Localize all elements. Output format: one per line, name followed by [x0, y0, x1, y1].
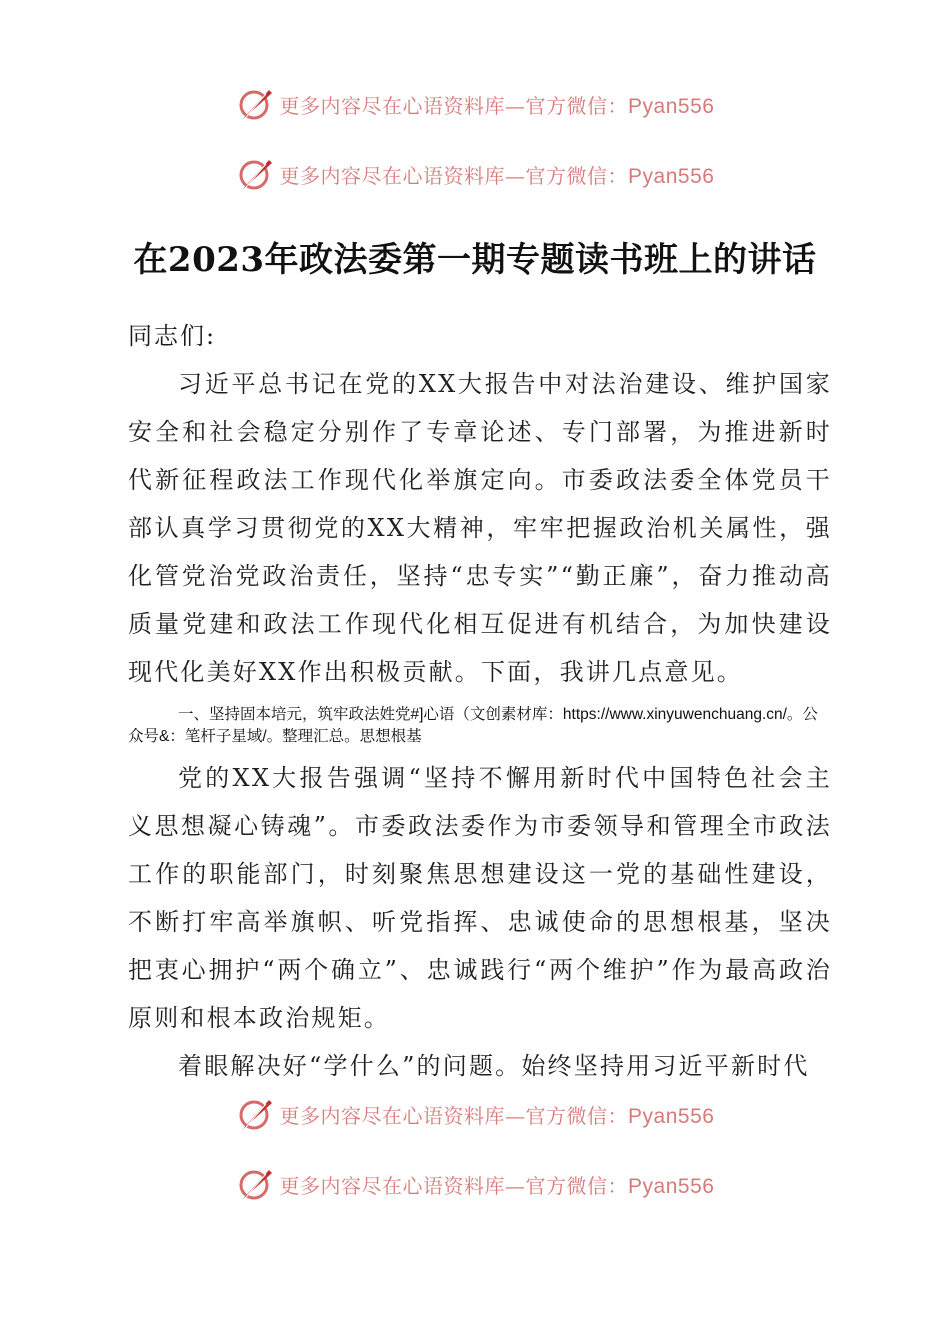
document-title: 在2023年政法委第一期专题读书班上的讲话 [133, 240, 817, 280]
watermark-text: 更多内容尽在心语资料库—官方微信：Pyan556 [279, 1103, 715, 1128]
watermark-banner-bottom-1 [0, 1092, 950, 1136]
quill-pen-logo-icon [236, 84, 276, 124]
greeting: 同志们: [128, 322, 217, 350]
quill-pen-logo-icon [236, 1164, 276, 1204]
watermark-text: 更多内容尽在心语资料库—官方微信：Pyan556 [279, 1173, 715, 1198]
paragraph: 党的XX大报告强调“坚持不懈用新时代中国特色社会主义思想凝心铸魂”。市委政法委作为市委领导和管理全市政法工作的职能部门，时刻聚焦思想建设这一党的基础性建设，不断打牢高举旗帜、听党指挥、忠诚使命的思想根基，坚决把衷心拥护“两个确立”、忠诚践行“两个维护”作为最高政治原则和根本政治规矩。 [128, 764, 832, 1032]
paragraph: 习近平总书记在党的XX大报告中对法治建设、维护国家安全和社会稳定分别作了专章论述、专门部署，为推进新时代新征程政法工作现代化举旗定向。市委政法委全体党员干部认真学习贯彻党的XX大精神，牢牢把握政治机关属性，强化管党治党政治责任，坚持“忠专实”“勤正廉”，奋力推动高质量党建和政法工作现代化相互促进有机结合，为加快建设现代化美好XX作出积极贡献。下面，我讲几点意见。 [128, 370, 832, 686]
watermark-banner-bottom-2 [0, 1162, 950, 1206]
watermark-banner-top-1 [0, 82, 950, 126]
watermark-text: 更多内容尽在心语资料库—官方微信：Pyan556 [279, 93, 715, 118]
document-body [128, 312, 832, 1090]
section-heading: 一、坚持固本培元，筑牢政法姓党#]心语（文创素材库：https://www.xinyuwenchuang.cn/。公众号&：笔杆子星域/。整理汇总。思想根基 [128, 706, 818, 745]
quill-pen-logo-icon [236, 154, 276, 194]
watermark-banner-top-2 [0, 152, 950, 196]
watermark-text: 更多内容尽在心语资料库—官方微信：Pyan556 [279, 163, 715, 188]
quill-pen-logo-icon [236, 1094, 276, 1134]
paragraph: 着眼解决好“学什么”的问题。始终坚持用习近平新时代 [178, 1052, 810, 1080]
